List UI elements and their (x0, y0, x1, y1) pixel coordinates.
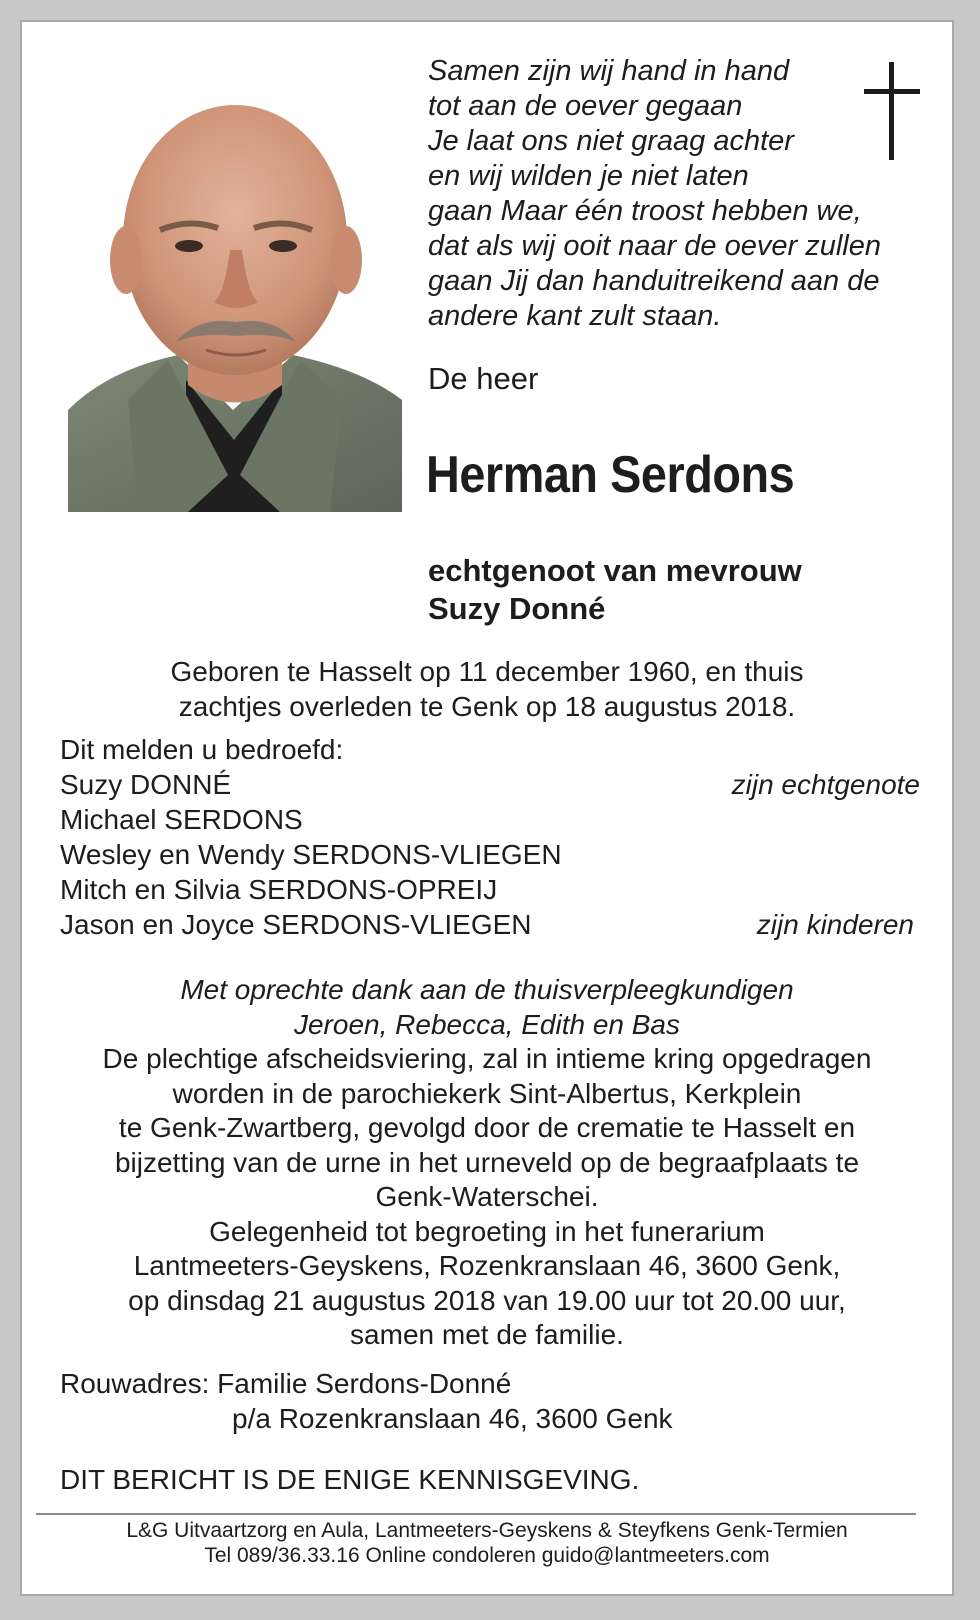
mourning-address (60, 1366, 920, 1436)
poem-line: gaan Jij dan handuitreikend aan de (428, 265, 880, 297)
ceremony-line: De plechtige afscheidsviering, zal in intieme kring opgedragen (102, 1043, 872, 1074)
mourner-name: Jason en Joyce SERDONS-VLIEGEN (60, 909, 532, 940)
spouse-info (428, 552, 802, 628)
ceremony-info (22, 1042, 952, 1353)
mourner-row (60, 907, 920, 942)
poem-line: dat als wij ooit naar de oever zullen (428, 230, 881, 262)
footer-divider (36, 1513, 916, 1515)
ceremony-line: bijzetting van de urne in het urneveld op de begraafplaats te (114, 1146, 860, 1178)
address-line: p/a Rozenkranslaan 46, 3600 Genk (232, 1403, 673, 1434)
spouse-name: Suzy Donné (428, 591, 606, 626)
mourner-row (60, 837, 920, 872)
birth-death-info (22, 654, 952, 724)
obituary-card (20, 20, 954, 1596)
mourner-relation: zijn echtgenote (731, 769, 920, 800)
poem-line: en wij wilden je niet laten (428, 160, 749, 192)
poem-line: Samen zijn wij hand in hand (428, 55, 790, 87)
cross-icon (864, 62, 920, 160)
mourner-name: Wesley en Wendy SERDONS-VLIEGEN (60, 839, 562, 870)
poem (428, 54, 908, 334)
ceremony-line: op dinsdag 21 augustus 2018 van 19.00 uur tot 20.00 uur, (128, 1284, 846, 1316)
born-line: zachtjes overleden te Genk op 18 augustus 2018. (178, 691, 796, 722)
mourner-name: Michael SERDONS (60, 804, 303, 835)
footer-line: Tel 089/36.33.16 Online condoleren guido@lantmeeters.com (204, 1544, 770, 1567)
thanks-note (22, 972, 952, 1042)
footer (22, 1518, 952, 1568)
portrait-image (68, 80, 402, 512)
poem-line: andere kant zult staan. (428, 300, 722, 332)
footer-line: L&G Uitvaartzorg en Aula, Lantmeeters-Geyskens & Steyfkens Genk-Termien (126, 1519, 848, 1542)
mourner-row (60, 767, 920, 802)
poem-line: Je laat ons niet graag achter (428, 125, 794, 157)
mourner-name: Mitch en Silvia SERDONS-OPREIJ (60, 874, 498, 905)
mourner-relation: zijn kinderen (756, 909, 914, 940)
ceremony-line: Gelegenheid tot begroeting in het funerarium (209, 1215, 765, 1247)
ceremony-line: te Genk-Zwartberg, gevolgd door de crematie te Hasselt en (118, 1112, 856, 1143)
mourners-list (60, 732, 920, 942)
thanks-line: Jeroen, Rebecca, Edith en Bas (293, 1009, 680, 1040)
born-line: Geboren te Hasselt op 11 december 1960, en thuis (170, 656, 804, 687)
portrait-photo (68, 80, 402, 512)
mourners-intro: Dit melden u bedroefd: (60, 734, 344, 765)
ceremony-line: Genk-Waterschei. (375, 1181, 599, 1212)
mourner-name: Suzy DONNÉ (60, 769, 232, 800)
mourner-row (60, 802, 920, 837)
address-line: Rouwadres: Familie Serdons-Donné (60, 1368, 512, 1399)
deceased-name: Herman Serdons (426, 446, 795, 504)
title-prefix: De heer (428, 361, 539, 396)
ceremony-line: worden in de parochiekerk Sint-Albertus, Kerkplein (172, 1077, 802, 1109)
poem-line: tot aan de oever gegaan (428, 90, 743, 122)
poem-line: gaan Maar één troost hebben we, (428, 195, 862, 227)
mourner-row (60, 872, 920, 907)
ceremony-line: Lantmeeters-Geyskens, Rozenkranslaan 46, 3600 Genk, (133, 1250, 841, 1281)
thanks-line: Met oprechte dank aan de thuisverpleegkundigen (180, 974, 794, 1005)
spouse-line: echtgenoot van mevrouw (428, 553, 802, 588)
ceremony-line: samen met de familie. (350, 1319, 624, 1350)
notice-statement: DIT BERICHT IS DE ENIGE KENNISGEVING. (60, 1464, 640, 1495)
